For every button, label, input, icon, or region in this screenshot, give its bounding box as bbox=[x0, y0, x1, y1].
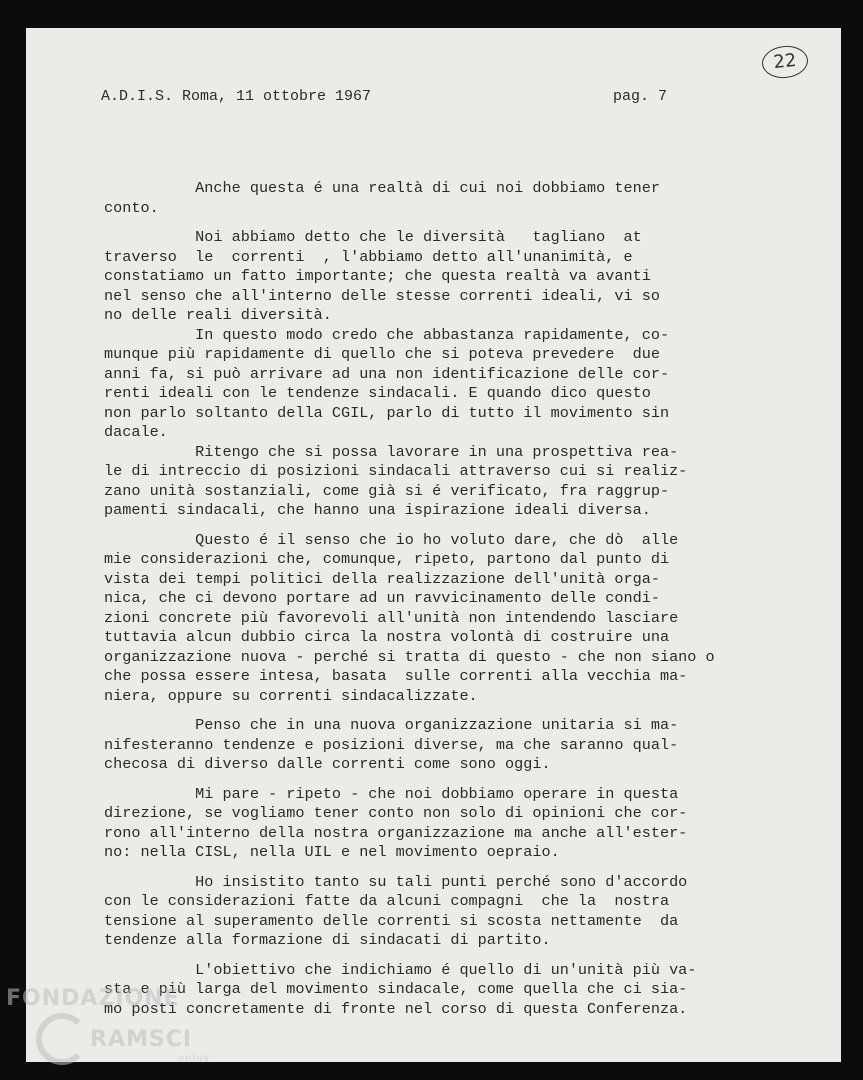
paragraph bbox=[104, 228, 744, 521]
text-line: conto. bbox=[104, 198, 159, 217]
text-line: mo posti concretamente di fronte nel corso di questa Conferenza. bbox=[104, 999, 688, 1018]
paragraph bbox=[104, 531, 744, 707]
text-line: pamenti sindacali, che hanno una ispirazione ideali diversa. bbox=[104, 501, 651, 519]
text-line: mie considerazioni che, comunque, ripeto, partono dal punto di bbox=[104, 550, 670, 568]
text-line: zano unità sostanziali, come già si é verificato, fra raggrup- bbox=[104, 481, 670, 500]
handwritten-page-number: 22 bbox=[760, 44, 809, 81]
text-line: dacale. bbox=[104, 423, 168, 441]
text-line: Ho insistito tanto su tali punti perché sono d'accordo bbox=[104, 872, 688, 891]
text-line: checosa di diverso dalle correnti come sono oggi. bbox=[104, 755, 551, 773]
text-line: renti ideali con le tendenze sindacali. E quando dico questo bbox=[104, 384, 651, 402]
text-line: nica, che ci devono portare ad un ravvicinamento delle condi- bbox=[104, 589, 660, 607]
text-line: le di intreccio di posizioni sindacali attraverso cui si realiz- bbox=[104, 462, 688, 480]
document-page bbox=[26, 28, 841, 1062]
text-line: sta e più larga del movimento sindacale, come quella che ci sia- bbox=[104, 980, 688, 998]
text-line: che possa essere intesa, basata sulle correnti alla vecchia ma- bbox=[104, 667, 688, 685]
text-line: L'obiettivo che indichiamo é quello di un'unità più va- bbox=[104, 960, 697, 979]
paragraph-gap bbox=[104, 706, 744, 716]
watermark-line1: FONDAZIONE bbox=[6, 986, 180, 1011]
text-line: tendenze alla formazione di sindacati di partito. bbox=[104, 931, 551, 949]
text-line: munque più rapidamente di quello che si poteva prevedere due bbox=[104, 345, 660, 363]
text-line: niera, oppure su correnti sindacalizzate. bbox=[104, 686, 478, 705]
text-line: organizzazione nuova - perché si tratta di questo - che non siano o bbox=[104, 647, 715, 666]
text-line: zioni concrete più favorevoli all'unità non intendendo lasciare bbox=[104, 608, 679, 627]
text-line: con le considerazioni fatte da alcuni compagni che la nostra bbox=[104, 892, 670, 910]
header-page: pag. 7 bbox=[613, 88, 668, 105]
document-body bbox=[104, 179, 744, 1019]
text-line: no: nella CISL, nella UIL e nel movimento oepraio. bbox=[104, 843, 560, 861]
text-line: no delle reali diversità. bbox=[104, 306, 332, 324]
fondazione-gramsci-watermark bbox=[6, 986, 210, 1065]
header-date: A.D.I.S. Roma, 11 ottobre 1967 bbox=[101, 88, 372, 105]
text-line: nel senso che all'interno delle stesse correnti ideali, vi so bbox=[104, 286, 660, 305]
paragraph-gap bbox=[104, 863, 744, 873]
text-line: tensione al superamento delle correnti si scosta nettamente da bbox=[104, 911, 679, 930]
paragraph bbox=[104, 873, 744, 951]
paragraph bbox=[104, 716, 744, 775]
text-line: rono all'interno della nostra organizzazione ma anche all'ester- bbox=[104, 823, 688, 842]
text-line: tuttavia alcun dubbio circa la nostra volontà di costruire una bbox=[104, 628, 670, 646]
paragraph-gap bbox=[104, 218, 744, 228]
paragraph-gap bbox=[104, 775, 744, 785]
g-logo-icon bbox=[36, 1013, 88, 1065]
text-line: Penso che in una nuova organizzazione unitaria si ma- bbox=[104, 716, 679, 734]
paragraph bbox=[104, 785, 744, 863]
text-line: traverso le correnti , l'abbiamo detto all'unanimità, e bbox=[104, 247, 633, 266]
text-line: vista dei tempi politici della realizzazione dell'unità orga- bbox=[104, 569, 660, 588]
watermark-line2: RAMSCI bbox=[90, 1026, 193, 1052]
paragraph-gap bbox=[104, 521, 744, 531]
text-line: direzione, se vogliamo tener conto non solo di opinioni che cor- bbox=[104, 804, 688, 822]
paragraph-gap bbox=[104, 951, 744, 961]
text-line: anni fa, si può arrivare ad una non identificazione delle cor- bbox=[104, 364, 670, 383]
paragraph bbox=[104, 961, 744, 1020]
text-line: nifesteranno tendenze e posizioni diverse, ma che saranno qual- bbox=[104, 735, 679, 754]
watermark-onlus: onlus bbox=[178, 1053, 210, 1064]
text-line: constatiamo un fatto importante; che questa realtà va avanti bbox=[104, 267, 651, 285]
text-line: Anche questa é una realtà di cui noi dobbiamo tener bbox=[104, 179, 660, 197]
text-line: non parlo soltanto della CGIL, parlo di tutto il movimento sin bbox=[104, 403, 670, 422]
text-line: Mi pare - ripeto - che noi dobbiamo operare in questa bbox=[104, 784, 679, 803]
text-line: In questo modo credo che abbastanza rapidamente, co- bbox=[104, 325, 670, 344]
text-line: Ritengo che si possa lavorare in una prospettiva rea- bbox=[104, 442, 679, 461]
paragraph bbox=[104, 179, 744, 218]
text-line: Noi abbiamo detto che le diversità tagliano at bbox=[104, 228, 642, 246]
text-line: Questo é il senso che io ho voluto dare, che dò alle bbox=[104, 530, 679, 549]
